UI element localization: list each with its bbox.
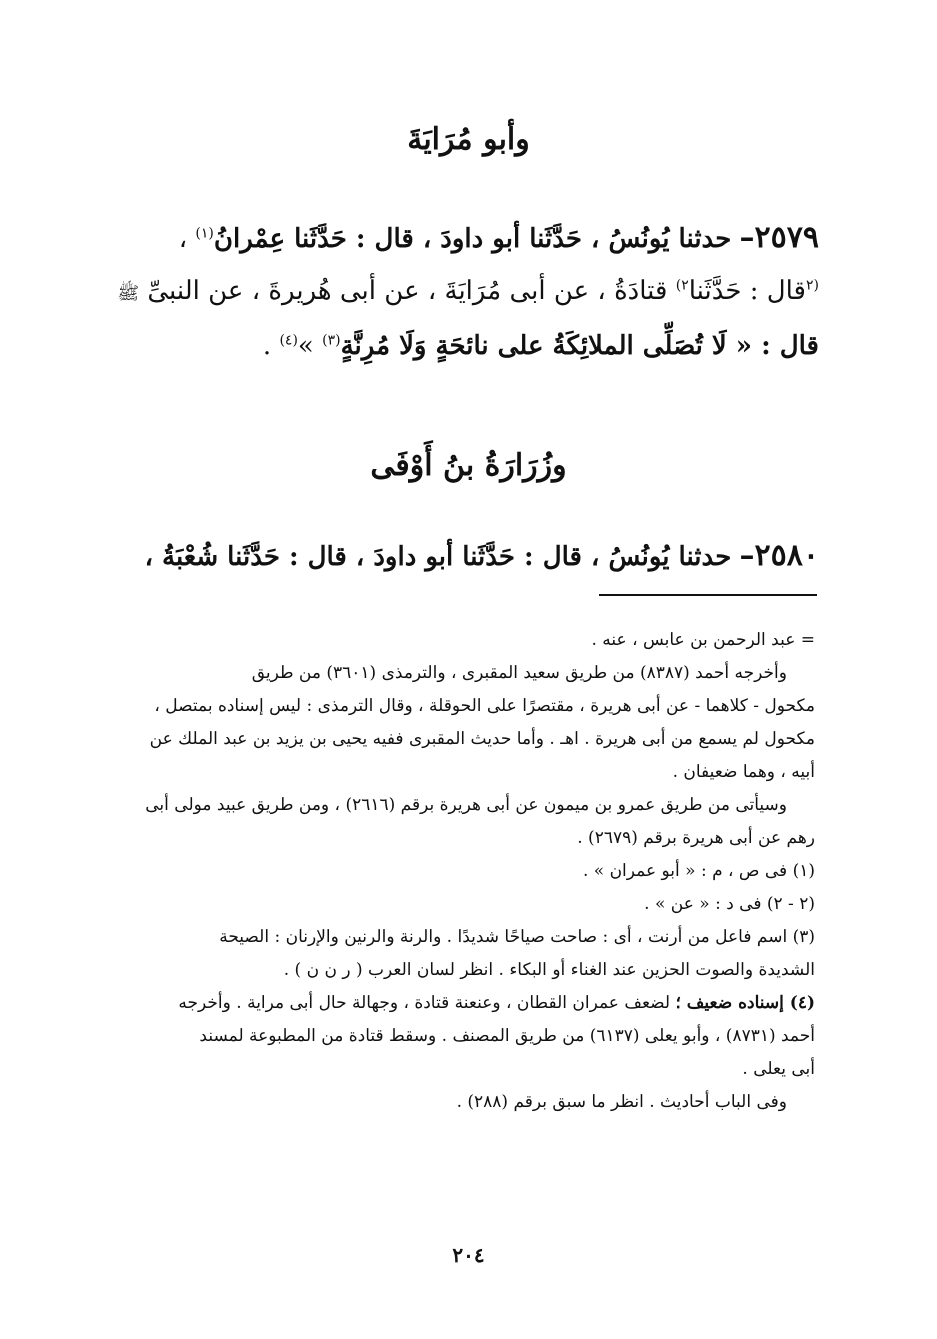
footnote-divider (599, 594, 817, 596)
footnote-text: وأخرجه أحمد (٨٣٨٧) من طريق سعيد المقبرى ، والترمذى (٣٦٠١) من طريق (251, 663, 787, 683)
hadith-text: قال : حَدَّثَنا (688, 276, 806, 306)
footnote-text: الشديدة والصوت الحزين عند الغناء أو البكاء . انظر لسان العرب ( ر ن ن ) . (283, 960, 815, 980)
hadith-2579 (99, 212, 819, 372)
footnote-line (103, 756, 815, 789)
footnote-marker: (٤) (279, 332, 298, 349)
footnote-text: لضعف عمران القطان ، وعنعنة قتادة ، وجهالة حال أبى مراية . وأخرجه (178, 993, 671, 1013)
footnote-line (103, 1053, 815, 1086)
hadith-text: قتادَةُ ، عن أبى مُرَايَةَ ، عن أبى هُريرةَ ، عن النبىِّ (147, 276, 668, 306)
honorific-icon: ﷺ (117, 283, 140, 304)
footnote-marker: (٢ (806, 277, 819, 294)
footnote-marker: ٢) (675, 277, 689, 294)
footnote-marker: (١) (195, 225, 214, 242)
footnote-text: أبى يعلى . (742, 1059, 815, 1079)
hadith-text: قال : « لَا تُصَلِّى الملائِكَةُ على نائحَةٍ وَلَا مُرِنَّةٍ (340, 331, 819, 361)
page-number: ٢٠٤ (452, 1243, 485, 1267)
footnote-bold-prefix: (٤) إسناده ضعيف ؛ (675, 993, 815, 1013)
hadith-2580-line-1 (99, 530, 819, 583)
section-title-zurara: وزُرَارَةُ بنُ أَوْفَى (370, 448, 567, 483)
footnote-line (103, 789, 815, 822)
footnote-text: مكحول لم يسمع من أبى هريرة . اهـ . وأما حديث المقبرى ففيه يحيى بن يزيد بن عبد الملك عن (149, 729, 815, 749)
footnote-marker: (٣) (322, 332, 341, 349)
footnote-text: وسيأتى من طريق عمرو بن ميمون عن أبى هريرة برقم (٢٦١٦) ، ومن طريق عبيد مولى أبى (145, 795, 787, 815)
footnote-text: وفى الباب أحاديث . انظر ما سبق برقم (٢٨٨) . (456, 1092, 787, 1112)
footnote-line (103, 1020, 815, 1053)
punctuation: ، (178, 224, 188, 254)
hadith-2579-line-2 (99, 265, 819, 320)
hadith-2580 (99, 530, 819, 583)
section-title-abu-muraya: وأبو مُرَايَةَ (407, 122, 530, 157)
footnote-text: (٢ - ٢) فى د : « عن » . (644, 894, 815, 914)
footnote-line (103, 657, 815, 690)
footnote-text: = عبد الرحمن بن عابس ، عنه . (591, 630, 815, 650)
footnote-line (103, 723, 815, 756)
footnote-line (103, 987, 815, 1020)
hadith-text: حدثنا يُونُسُ ، حَدَّثَنا أبو داودَ ، قال : حَدَّثَنا عِمْرانُ (213, 224, 732, 254)
hadith-2579-line-1 (99, 212, 819, 265)
footnote-line (103, 888, 815, 921)
punctuation: . (262, 331, 272, 361)
punctuation: » (297, 331, 314, 361)
footnote-text: أحمد (٨٧٣١) ، وأبو يعلى (٦١٣٧) من طريق المصنف . وسقط قتادة من المطبوعة لمسند (199, 1026, 815, 1046)
footnote-line (103, 855, 815, 888)
hadith-2579-line-3 (99, 320, 819, 372)
footnote-line (103, 690, 815, 723)
footnote-line (103, 1086, 815, 1119)
footnote-text: رهم عن أبى هريرة برقم (٢٦٧٩) . (577, 828, 815, 848)
footnotes (103, 624, 815, 1119)
footnote-line (103, 954, 815, 987)
footnote-text: مكحول - كلاهما - عن أبى هريرة ، مقتصرًا على الحوقلة ، وقال الترمذى : ليس إسناده بمتصل ، (154, 696, 815, 716)
hadith-text: حدثنا يُونُسُ ، قال : حَدَّثَنا أبو داودَ ، قال : حَدَّثَنا شُعْبَةُ ، (144, 542, 732, 572)
hadith-number: ٢٥٨٠– (739, 538, 819, 573)
hadith-number: ٢٥٧٩– (739, 220, 819, 255)
footnote-line (103, 921, 815, 954)
footnote-line (103, 822, 815, 855)
footnote-text: أبيه ، وهما ضعيفان . (672, 762, 815, 782)
footnote-text: (١) فى ص ، م : « أبو عمران » . (582, 861, 815, 881)
footnote-line (103, 624, 815, 657)
footnote-text: (٣) اسم فاعل من أرنت ، أى : صاحت صياحًا شديدًا . والرنة والرنين والإرنان : الصيحة (219, 927, 815, 947)
